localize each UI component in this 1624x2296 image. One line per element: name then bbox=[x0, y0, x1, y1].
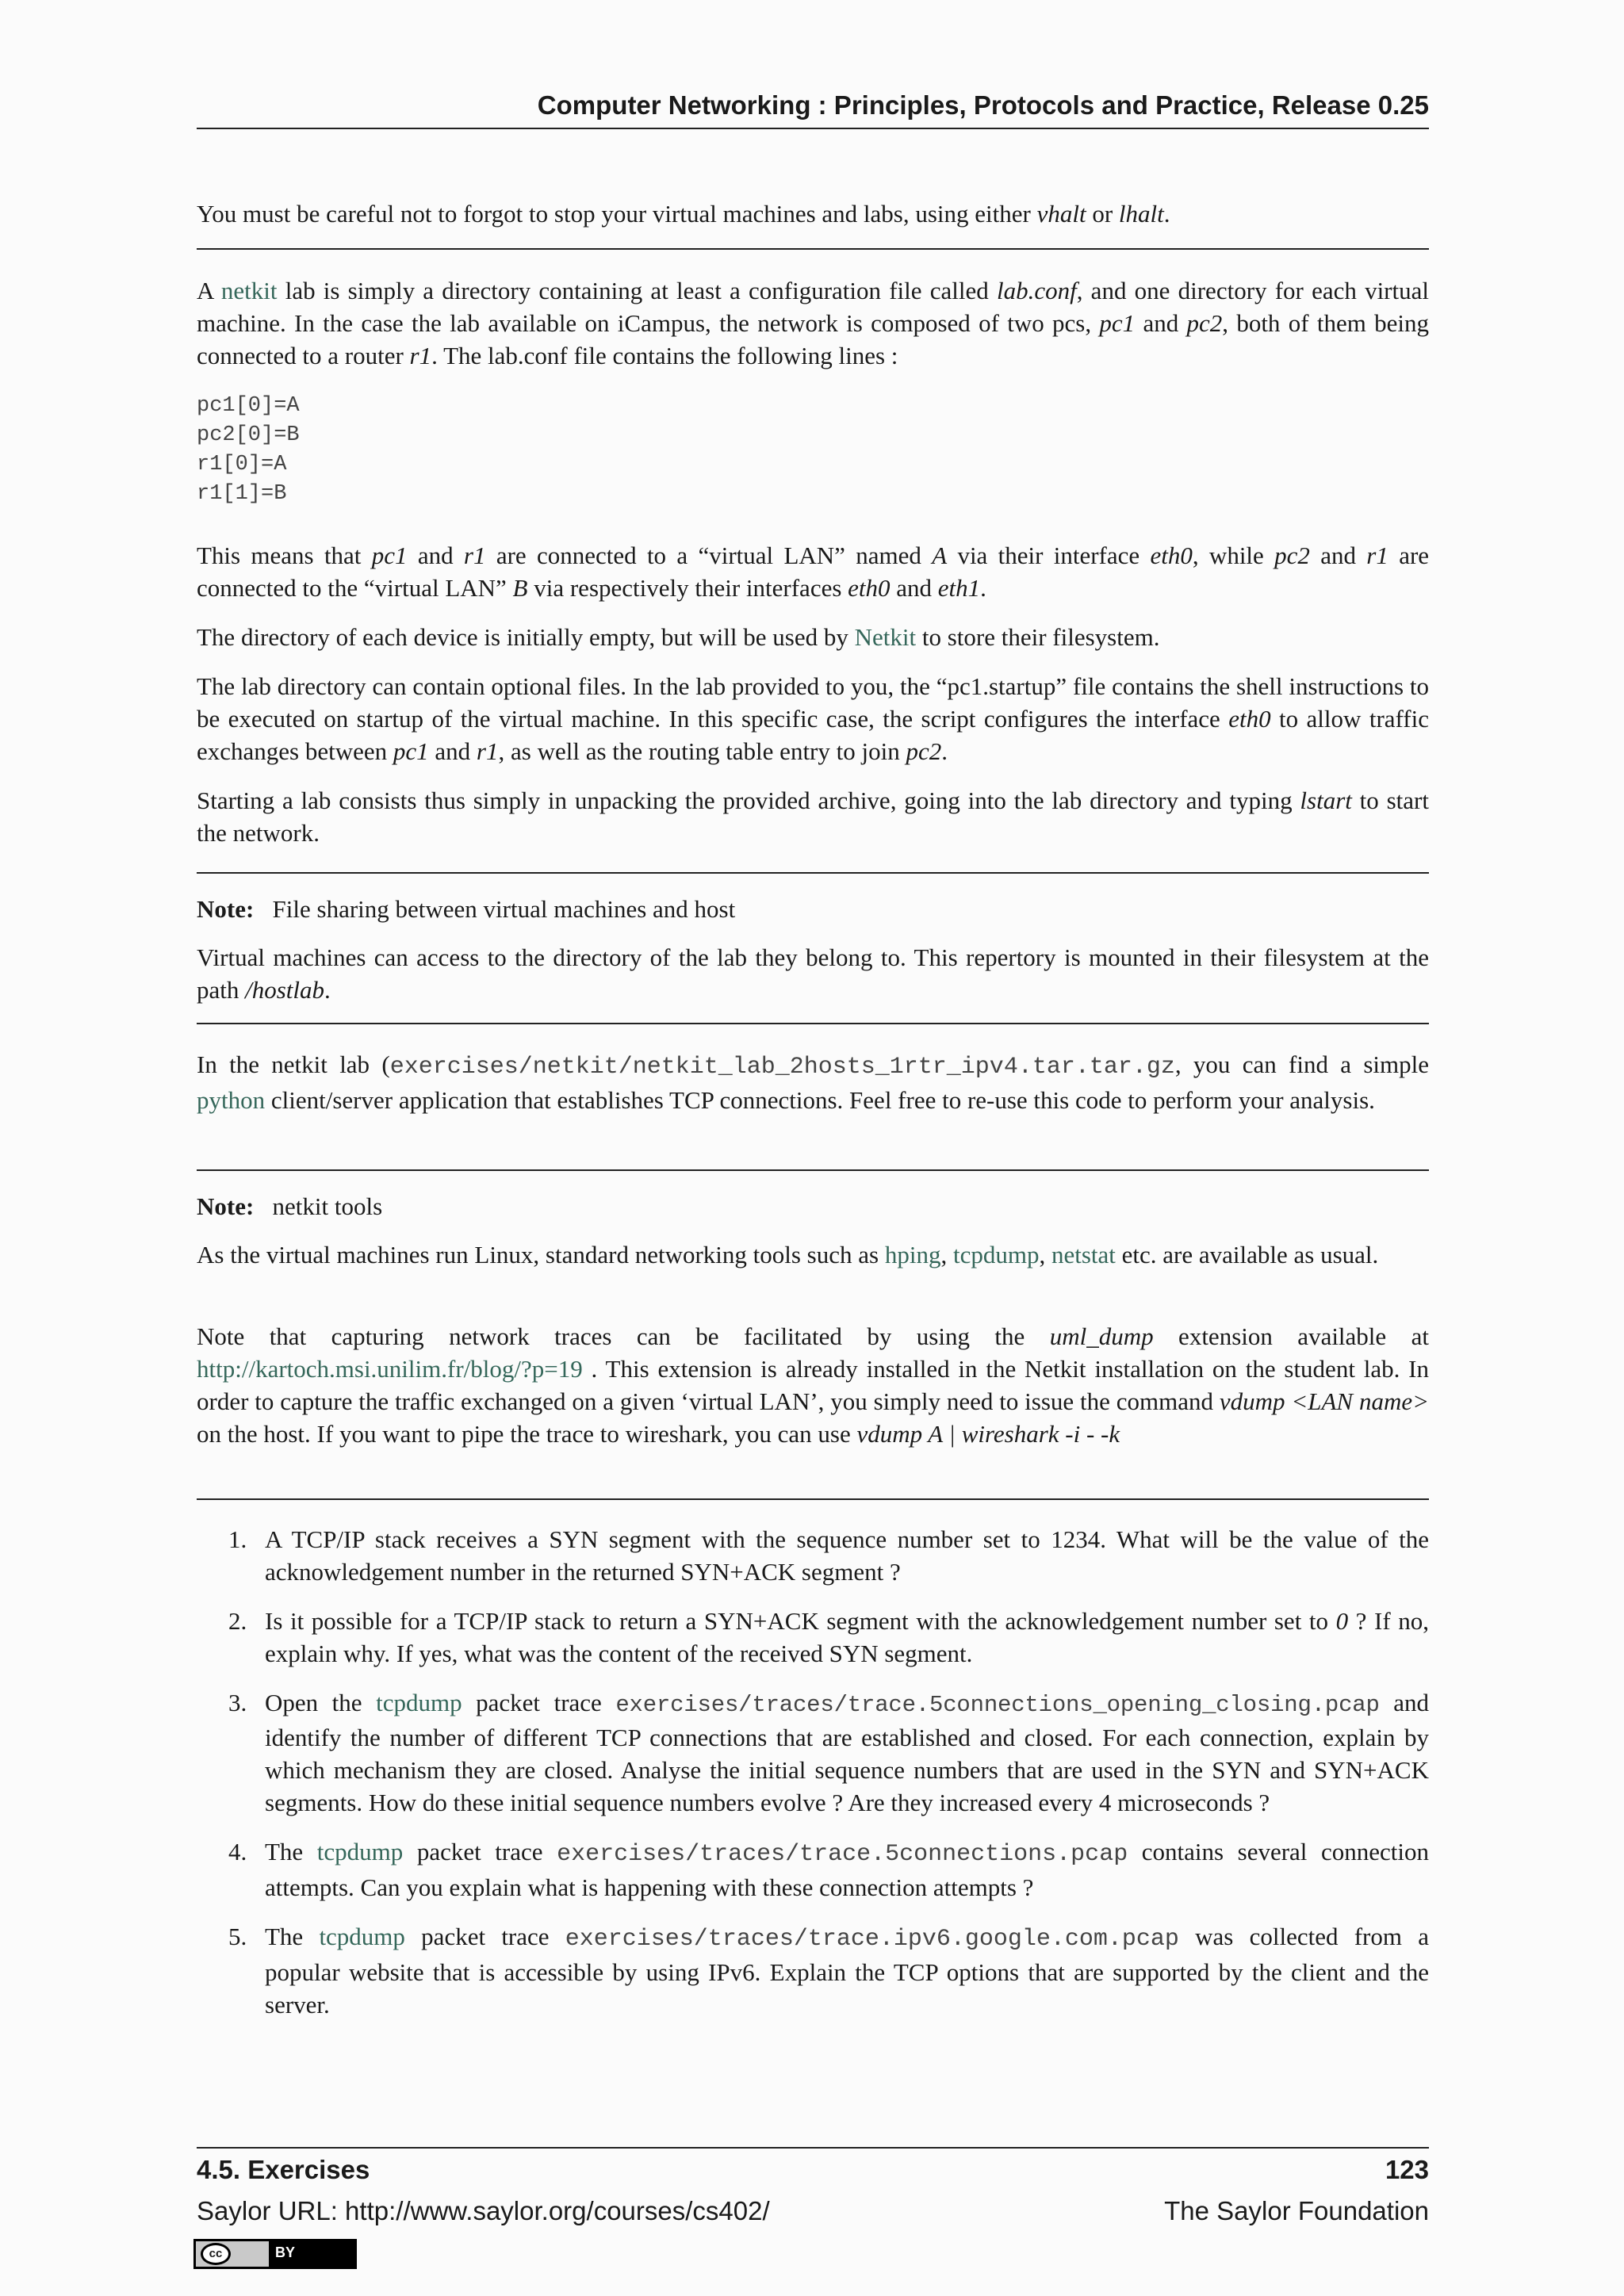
paragraph-virtual-lan: This means that pc1 and r1 are connected to a “virtual LAN” named A via their interface eth0, while pc2 and r1 are connected to the “virtual LAN” B via respectively their interfaces eth0 and eth1. bbox=[197, 541, 1430, 602]
cc-by-label: BY bbox=[275, 2244, 296, 2260]
exercise-item: 5. The tcpdump packet trace exercises/traces/trace.ipv6.google.com.pcap was collected from a popular website that is accessible by using IPv6. Explain the TCP options that are supported by the client and the server. bbox=[228, 1923, 1429, 2019]
paragraph-optional-files: The lab directory can contain optional files. In the lab provided to you, the “pc1.startup” file contains the shell instructions to be executed on startup of the virtual machine. In this specific case, the script configures the interface eth0 to allow traffic exchanges between pc1 and r1, as well as the routing table entry to join pc2. bbox=[197, 672, 1429, 765]
exercise-item: 2. Is it possible for a TCP/IP stack to return a SYN+ACK segment with the acknowledgement number set to 0 ? If no, explain why. If yes, what was the content of the received SYN segment. bbox=[228, 1607, 1430, 1667]
note-rule-top bbox=[197, 872, 1429, 874]
paragraph-directory: The directory of each device is initially empty, but will be used by Netkit to store their filesystem. bbox=[197, 623, 1160, 651]
footer-saylor-url: Saylor URL: http://www.saylor.org/courses/cs402/ bbox=[197, 2196, 770, 2225]
netkit-link-2[interactable]: Netkit bbox=[854, 623, 917, 651]
hping-link[interactable]: hping bbox=[884, 1241, 941, 1269]
exercise-list bbox=[197, 1523, 1429, 2038]
creative-commons-badge bbox=[193, 2239, 357, 2269]
footer-foundation: The Saylor Foundation bbox=[1164, 2196, 1429, 2225]
footer-rule bbox=[197, 2147, 1429, 2149]
tcpdump-link[interactable]: tcpdump bbox=[316, 1838, 404, 1866]
exercise-item: 1. A TCP/IP stack receives a SYN segment with the sequence number set to 1234. What will be the value of the acknowledgement number in the returned SYN+ACK segment ? bbox=[228, 1525, 1429, 1586]
note2-rule-bottom bbox=[197, 1498, 1429, 1500]
exercise-item: 4. The tcpdump packet trace exercises/traces/trace.5connections.pcap contains several connection attempts. Can you explain what is happening with these connection attempts ? bbox=[228, 1838, 1429, 1901]
note-netkit-tools-body: As the virtual machines run Linux, standard networking tools such as hping, tcpdump, netstat etc. are available as usual. bbox=[197, 1241, 1379, 1269]
note-rule-bottom bbox=[197, 1023, 1429, 1024]
note-netkit-tools-title: Note: netkit tools bbox=[197, 1192, 383, 1220]
tcpdump-link[interactable]: tcpdump bbox=[319, 1923, 405, 1950]
kartoch-link[interactable]: http://kartoch.msi.unilim.fr/blog/?p=19 bbox=[197, 1355, 583, 1383]
note2-rule-top bbox=[197, 1169, 1429, 1171]
note-uml-dump-body: Note that capturing network traces can be facilitated by using the uml_dump extension available at http://kartoch.msi.unilim.fr/blog/?p=19 . This extension is already installed in the Netkit installation on the student lab. In order to capture the traffic exchanged on a given ‘virtual LAN’, you simply need to issue the command vdump <LAN name> on the host. If you want to pipe the trace to wireshark, you can use vdump A | wireshark -i - -k bbox=[197, 1322, 1430, 1448]
paragraph-netkit-lab: In the netkit lab (exercises/netkit/netkit_lab_2hosts_1rtr_ipv4.tar.tar.gz, you can find a simple python client/server application that establishes TCP connections. Feel free to re-use this code to perform your analysis. bbox=[197, 1050, 1429, 1114]
paragraph-stop-vms: You must be careful not to forgot to stop your virtual machines and labs, using either vhalt or lhalt. bbox=[197, 200, 1170, 228]
python-link[interactable]: python bbox=[197, 1086, 266, 1114]
header-rule bbox=[197, 128, 1429, 129]
section-rule bbox=[197, 248, 1429, 250]
note-file-sharing-body: Virtual machines can access to the directory of the lab they belong to. This repertory is mounted in their filesystem at the path /hostlab. bbox=[197, 943, 1429, 1004]
lab-conf-code: pc1[0]=A pc2[0]=B r1[0]=A r1[1]=B bbox=[197, 394, 300, 506]
paragraph-lab-intro: A netkit lab is simply a directory containing at least a configuration file called lab.conf, and one directory for each virtual machine. In the case the lab available on iCampus, the network is composed of two pcs, pc1 and pc2, both of them being connected to a router r1. The lab.conf file contains the following lines : bbox=[197, 277, 1429, 369]
note-file-sharing-title: Note: File sharing between virtual machines and host bbox=[197, 895, 736, 923]
netstat-link[interactable]: netstat bbox=[1051, 1241, 1116, 1269]
paragraph-start-lab: Starting a lab consists thus simply in unpacking the provided archive, going into the lab directory and typing lstart to start the network. bbox=[197, 786, 1429, 847]
footer-section: 4.5. Exercises bbox=[197, 2155, 370, 2184]
netkit-link[interactable]: netkit bbox=[220, 277, 278, 304]
tcpdump-link[interactable]: tcpdump bbox=[952, 1241, 1040, 1269]
footer-page-number: 123 bbox=[1385, 2155, 1429, 2184]
tcpdump-link[interactable]: tcpdump bbox=[376, 1689, 462, 1716]
page-header: Computer Networking : Principles, Protocols and Practice, Release 0.25 bbox=[537, 90, 1429, 120]
cc-icon: cc bbox=[201, 2243, 231, 2265]
exercise-item: 3. Open the tcpdump packet trace exercises/traces/trace.5connections_opening_closing.pcap and identify the number of different TCP connections that are established and closed. For each connection, explain by which mechanism they are closed. Analyse the initial sequence numbers that are used in the SYN and SYN+ACK segments. How do these initial sequence numbers evolve ? Are they increased every 4 microseconds ? bbox=[228, 1689, 1430, 1816]
